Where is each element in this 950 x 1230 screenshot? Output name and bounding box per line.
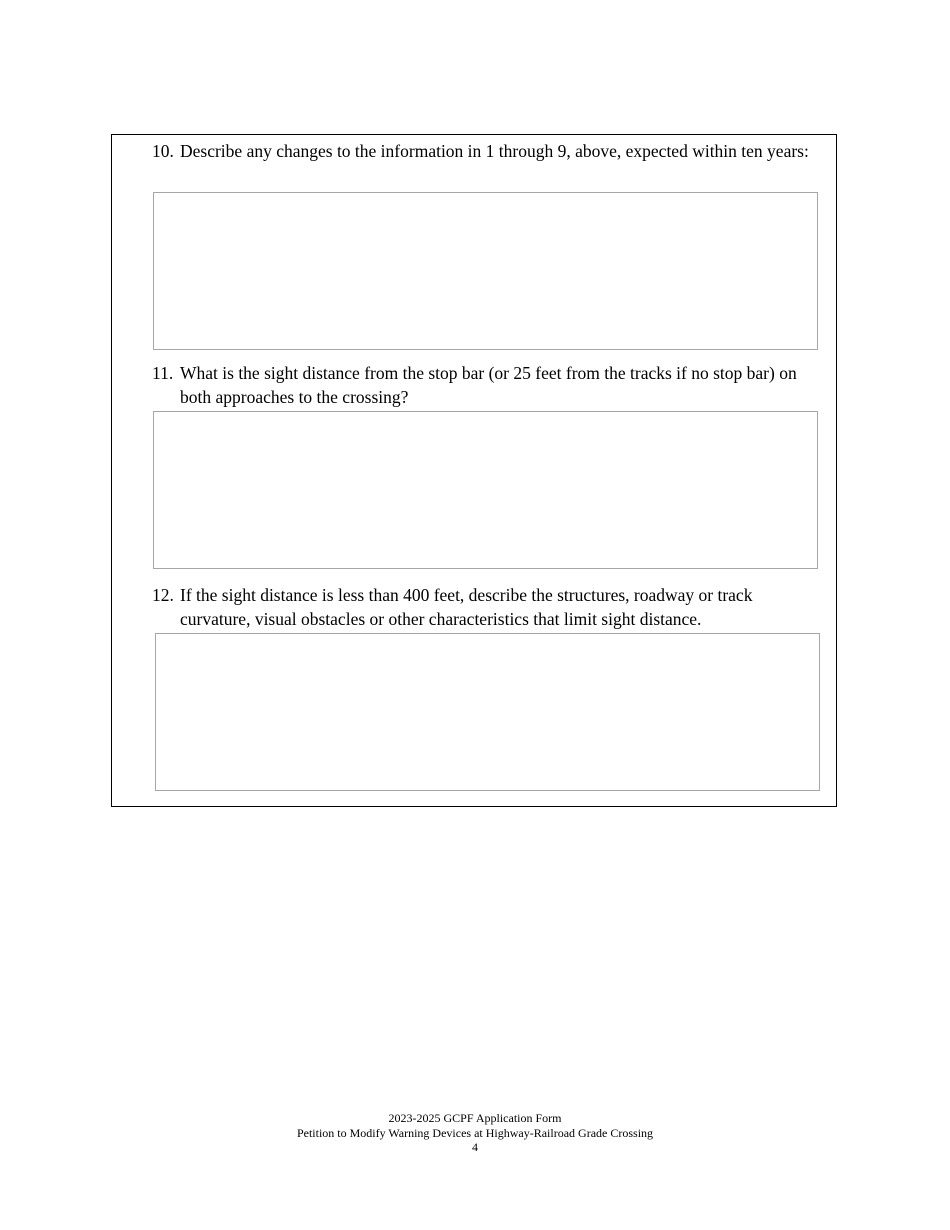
footer-form-subtitle: Petition to Modify Warning Devices at Highway-Railroad Grade Crossing: [296, 1125, 654, 1140]
question-number: 12.: [152, 585, 174, 605]
question-text: If the sight distance is less than 400 feet, describe the structures, roadway or track curvature, visual obstacles or other characteristics that limit sight distance.: [180, 585, 753, 629]
question-text: What is the sight distance from the stop bar (or 25 feet from the tracks if no stop bar) on both approaches to the crossing?: [180, 363, 797, 407]
page-footer: [0, 1111, 950, 1155]
footer-form-title: 2023-2025 GCPF Application Form: [388, 1111, 562, 1125]
answer-field-12[interactable]: [155, 633, 820, 791]
answer-field-11[interactable]: [153, 411, 818, 569]
form-section: [111, 134, 837, 807]
page-number: 4: [472, 1140, 478, 1154]
answer-field-10[interactable]: [153, 192, 818, 350]
question-number: 10.: [152, 141, 174, 161]
question-number: 11.: [152, 363, 174, 383]
question-text: Describe any changes to the information in 1 through 9, above, expected within ten years:: [180, 141, 809, 161]
question-12: [152, 583, 812, 631]
question-10: [152, 139, 812, 163]
question-11: [152, 361, 812, 409]
